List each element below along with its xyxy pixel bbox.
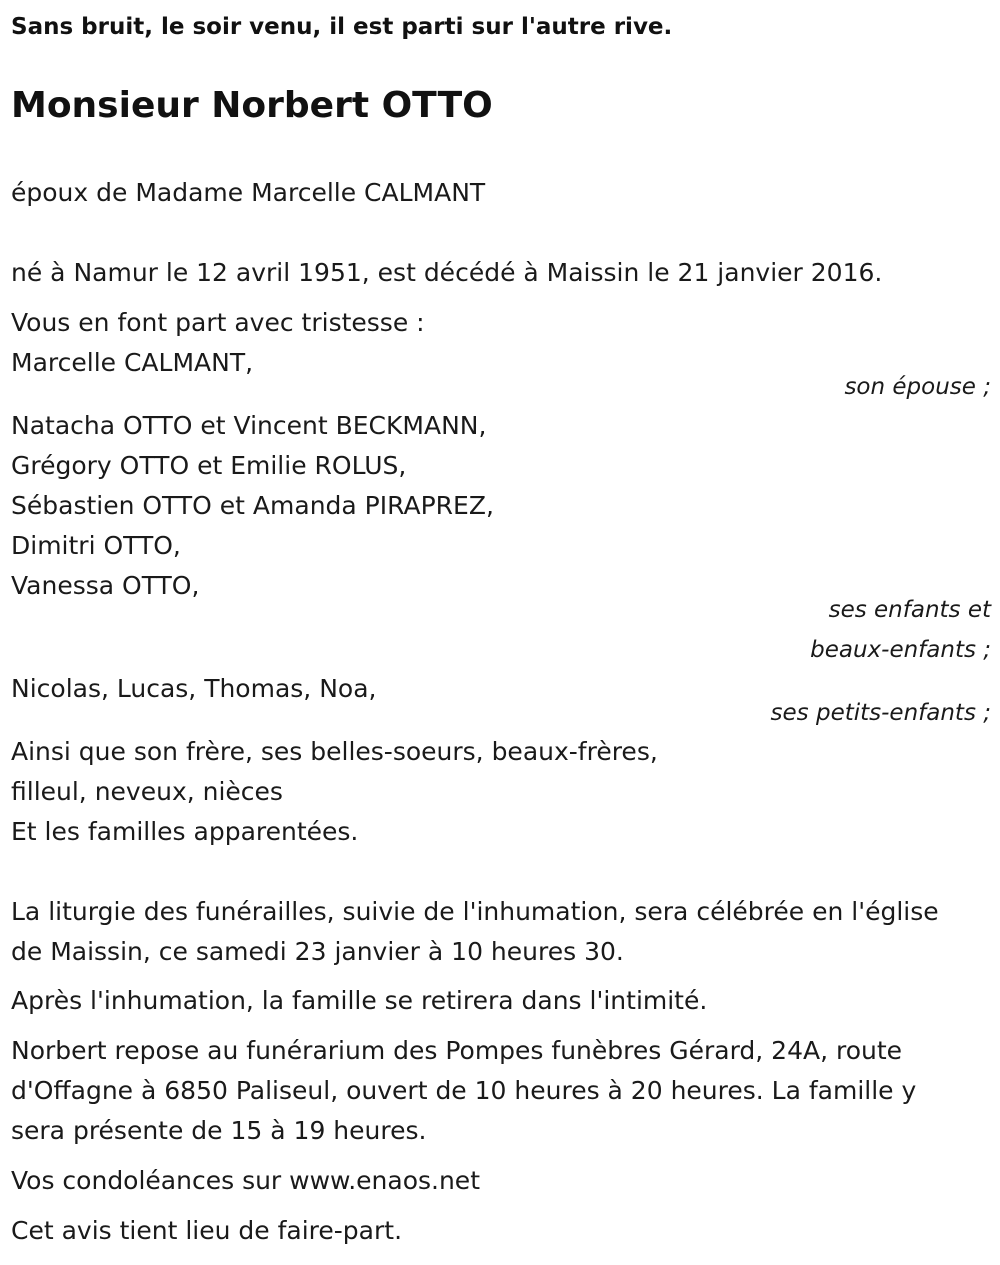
funerarium-line: d'Offagne à 6850 Paliseul, ouvert de 10 heures à 20 heures. La famille y: [11, 1076, 917, 1105]
grandchildren-relation: ses petits-enfants ;: [770, 700, 991, 726]
child-name: Grégory OTTO et Emilie ROLUS,: [11, 451, 407, 480]
child-name: Sébastien OTTO et Amanda PIRAPREZ,: [11, 491, 494, 520]
closing-line: Cet avis tient lieu de faire-part.: [11, 1216, 403, 1245]
page-title: Monsieur Norbert OTTO: [11, 85, 493, 126]
children-relation-line: beaux-enfants ;: [810, 637, 991, 663]
family-line: Ainsi que son frère, ses belles-soeurs, beaux-frères,: [11, 737, 658, 766]
liturgy-line: La liturgie des funérailles, suivie de l'inhumation, sera célébrée en l'église: [11, 897, 939, 926]
announcement-intro: Vous en font part avec tristesse :: [11, 308, 425, 337]
children-relation-line: ses enfants et: [828, 597, 991, 623]
child-name: Vanessa OTTO,: [11, 571, 200, 600]
spouse-line: époux de Madame Marcelle CALMANT: [11, 178, 486, 207]
after-burial-line: Après l'inhumation, la famille se retirera dans l'intimité.: [11, 986, 708, 1015]
liturgy-line: de Maissin, ce samedi 23 janvier à 10 heures 30.: [11, 937, 624, 966]
family-line: filleul, neveux, nièces: [11, 777, 283, 806]
child-name: Dimitri OTTO,: [11, 531, 181, 560]
tagline: Sans bruit, le soir venu, il est parti sur l'autre rive.: [11, 14, 673, 40]
grandchildren-names: Nicolas, Lucas, Thomas, Noa,: [11, 674, 377, 703]
spouse-relation: son épouse ;: [844, 374, 991, 400]
funerarium-line: sera présente de 15 à 19 heures.: [11, 1116, 427, 1145]
child-name: Natacha OTTO et Vincent BECKMANN,: [11, 411, 487, 440]
condolences-line: Vos condoléances sur www.enaos.net: [11, 1166, 480, 1195]
family-line: Et les familles apparentées.: [11, 817, 359, 846]
spouse-name: Marcelle CALMANT,: [11, 348, 254, 377]
birth-death-line: né à Namur le 12 avril 1951, est décédé à Maissin le 21 janvier 2016.: [11, 258, 883, 287]
funerarium-line: Norbert repose au funérarium des Pompes funèbres Gérard, 24A, route: [11, 1036, 903, 1065]
